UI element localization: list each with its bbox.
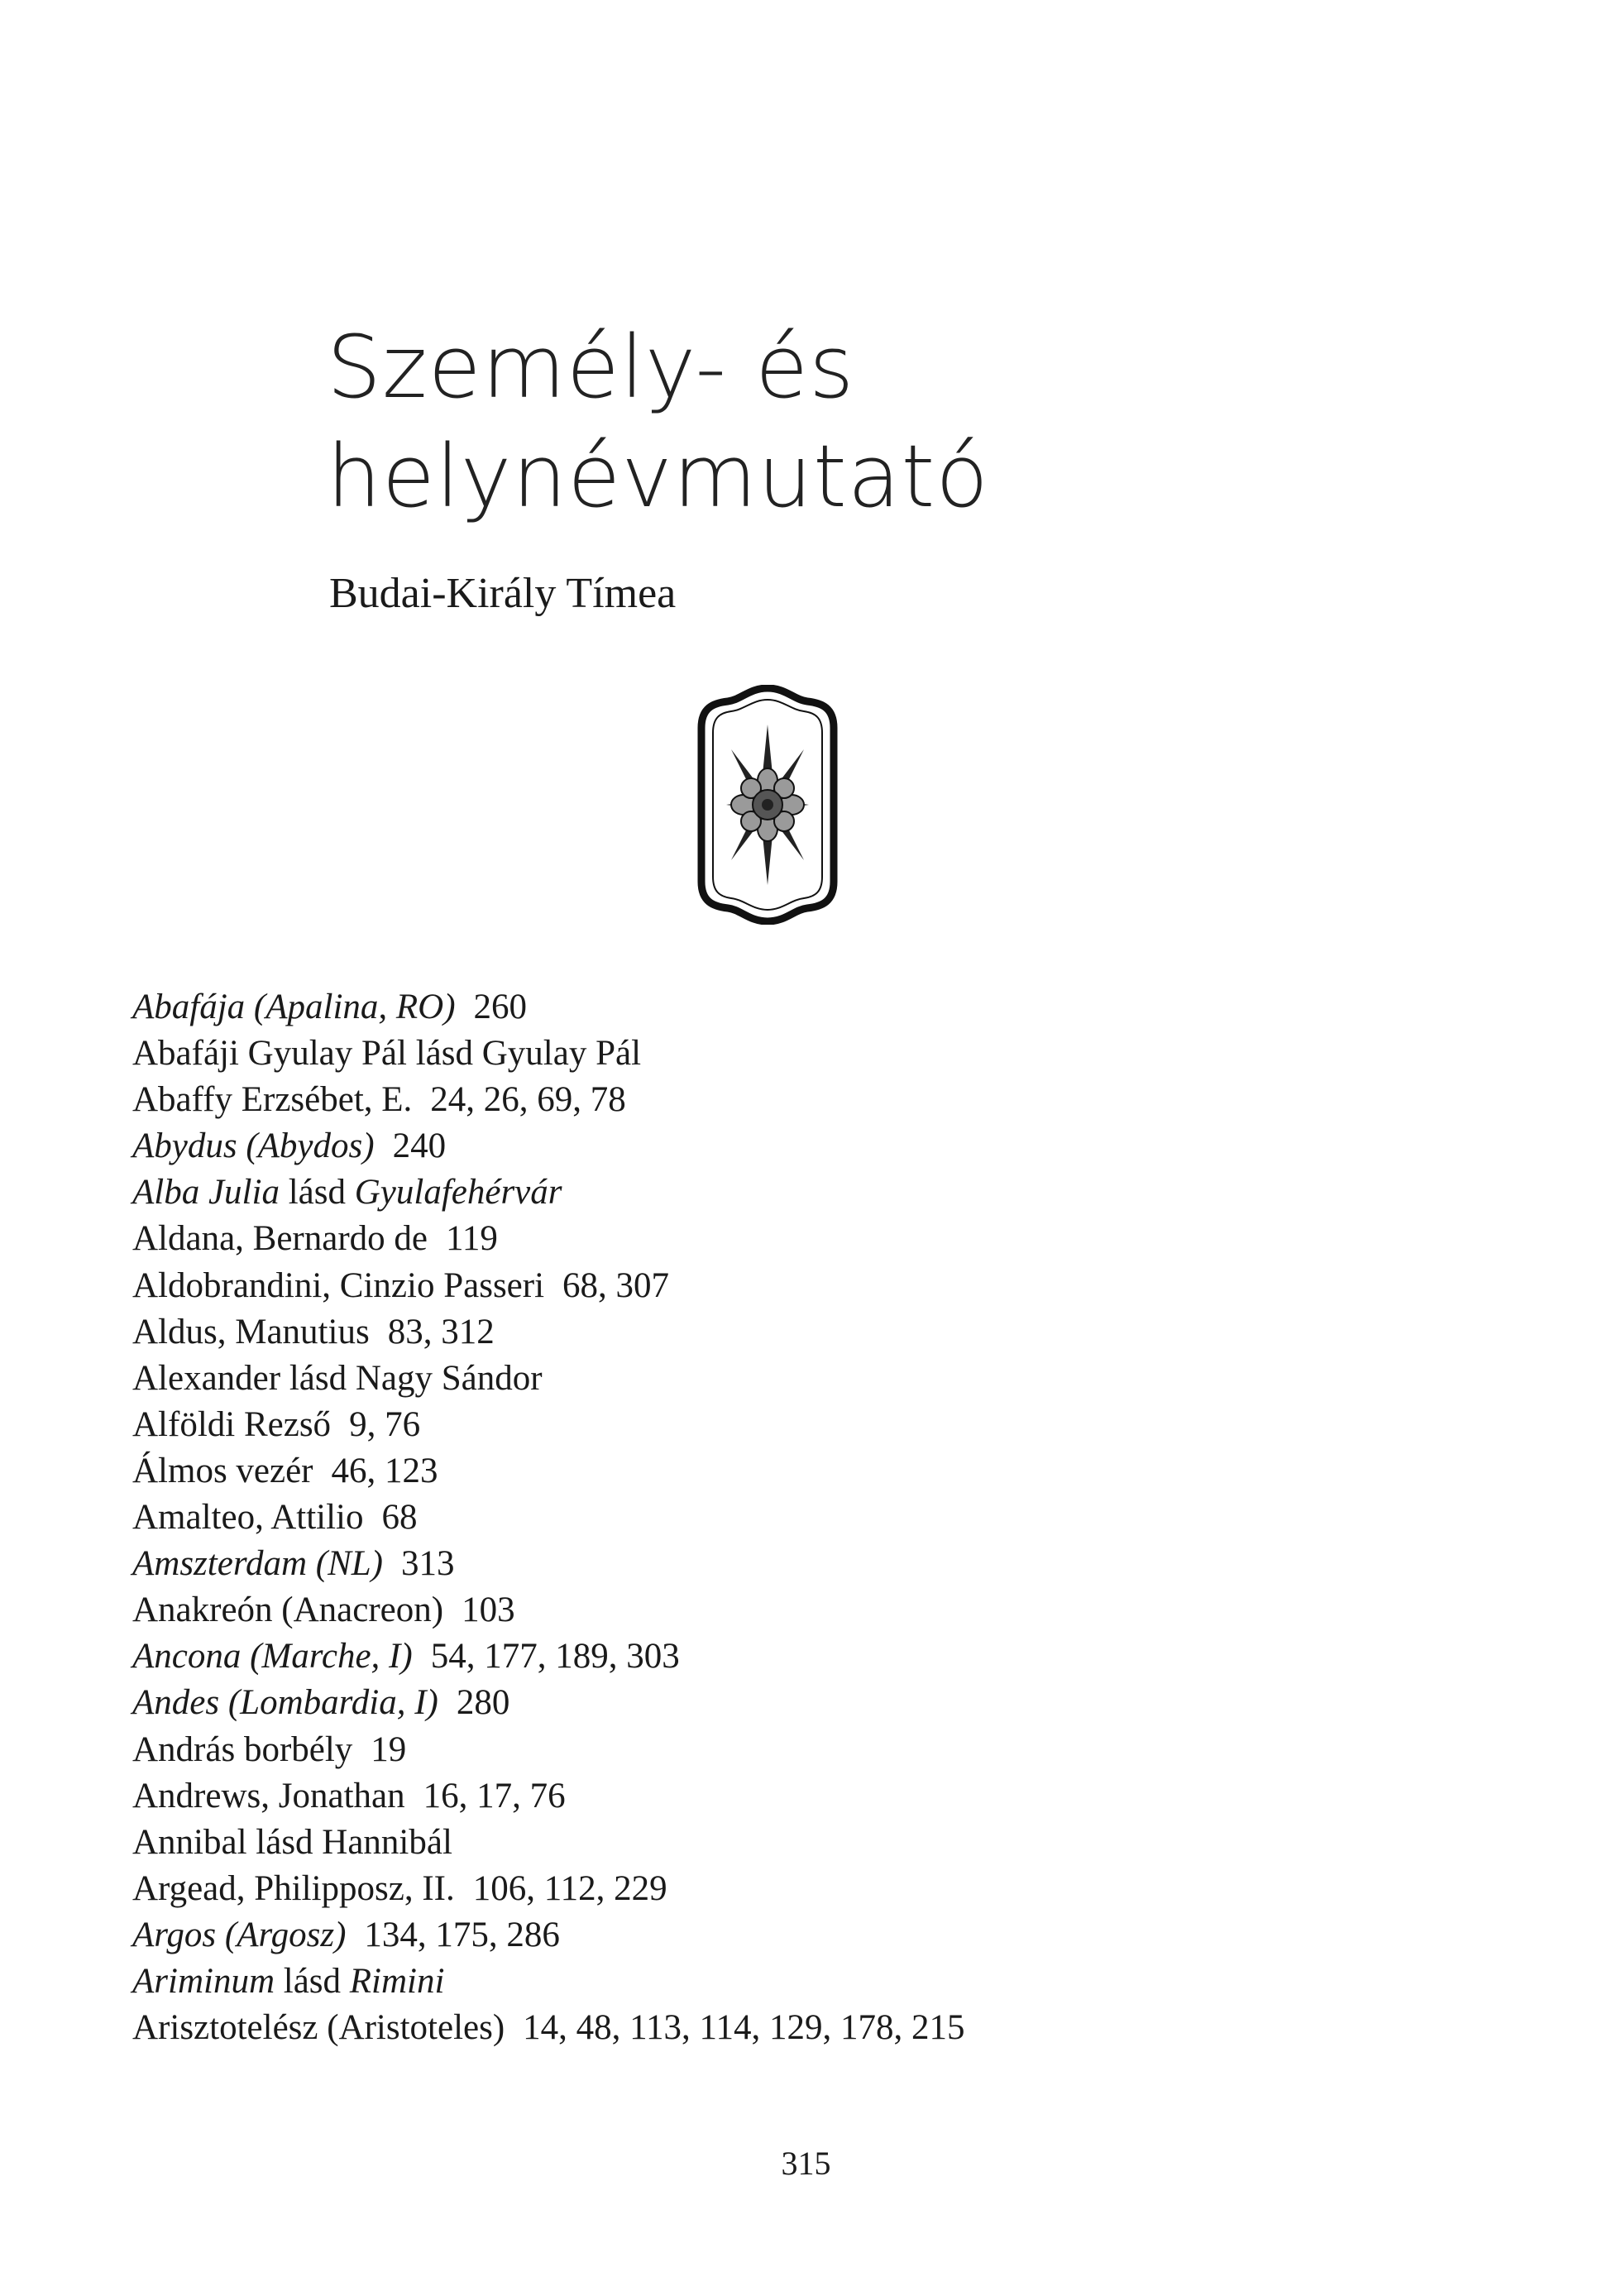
index-list xyxy=(132,984,1456,2051)
index-entry xyxy=(132,1959,1456,2005)
index-entry xyxy=(132,1773,1456,1820)
index-entry-term: Aldana, Bernardo de xyxy=(132,1219,428,1259)
index-entry-pages: 16, 17, 76 xyxy=(423,1776,566,1815)
index-entry-term: Anakreón (Anacreon) xyxy=(132,1590,444,1630)
index-entry-pages: 106, 112, 229 xyxy=(472,1868,667,1908)
index-entry-pages: 24, 26, 69, 78 xyxy=(430,1080,626,1120)
index-entry xyxy=(132,1356,1456,1402)
index-entry-pages: 119 xyxy=(446,1219,498,1259)
index-entry-term: Abaffy Erzsébet, E. xyxy=(132,1080,413,1120)
index-entry xyxy=(132,1402,1456,1448)
index-entry-term: Aldus, Manutius xyxy=(132,1312,370,1351)
index-entry xyxy=(132,1866,1456,1912)
index-entry xyxy=(132,1680,1456,1726)
index-entry xyxy=(132,1263,1456,1309)
index-entry xyxy=(132,2005,1456,2051)
index-entry xyxy=(132,1912,1456,1959)
index-entry-pages: 68, 307 xyxy=(562,1265,670,1305)
index-entry-pages: 46, 123 xyxy=(331,1451,438,1490)
index-entry-term: András borbély xyxy=(132,1729,353,1769)
index-entry-term: Alföldi Rezső xyxy=(132,1404,332,1444)
index-entry-term: Amszterdam (NL) xyxy=(132,1544,383,1584)
index-entry-term: Rimini xyxy=(349,1961,445,2001)
page-number: 315 xyxy=(781,2145,831,2182)
index-entry-term: Argos (Argosz) xyxy=(132,1915,347,1954)
index-entry-pages: 280 xyxy=(456,1683,510,1723)
page-title-line-2: helynévmutató xyxy=(327,426,989,527)
index-entry-term: Alexander lásd Nagy Sándor xyxy=(132,1358,543,1398)
index-entry-term: Arisztotelész (Aristoteles) xyxy=(132,2008,505,2048)
index-entry xyxy=(132,1170,1456,1216)
index-entry-term: Gyulafehérvár xyxy=(354,1173,562,1213)
index-entry xyxy=(132,1031,1456,1077)
index-entry-pages: 260 xyxy=(473,988,528,1026)
index-entry xyxy=(132,1820,1456,1866)
index-entry xyxy=(132,1587,1456,1634)
index-entry xyxy=(132,1309,1456,1356)
index-entry-pages: 313 xyxy=(401,1544,455,1584)
index-entry-term: Ancona (Marche, I) xyxy=(132,1637,413,1677)
rosette-ornament-icon xyxy=(693,685,842,925)
index-entry-term: Aldobrandini, Cinzio Passeri xyxy=(132,1265,545,1305)
index-entry-pages: 103 xyxy=(462,1590,515,1630)
index-entry xyxy=(132,1448,1456,1495)
index-entry-term: Abafáji Gyulay Pál lásd Gyulay Pál xyxy=(132,1034,642,1074)
page-title-line-1: Személy- és xyxy=(327,317,855,418)
index-entry-term: Andes (Lombardia, I) xyxy=(132,1683,438,1723)
index-entry-term: lásd xyxy=(279,1173,355,1213)
index-entry-term: Abafája (Apalina, RO) xyxy=(132,988,456,1026)
index-entry-pages: 83, 312 xyxy=(387,1312,495,1351)
index-entry-term: Alba Julia xyxy=(132,1173,280,1213)
index-entry-pages: 68 xyxy=(381,1498,418,1538)
index-entry-term: Amalteo, Attilio xyxy=(132,1498,364,1538)
index-entry-pages: 14, 48, 113, 114, 129, 178, 215 xyxy=(523,2008,965,2048)
index-entry-term: lásd xyxy=(275,1961,350,2001)
index-entry-pages: 9, 76 xyxy=(349,1404,421,1444)
page-title xyxy=(327,313,1485,531)
index-entry-term: Abydus (Abydos) xyxy=(132,1126,375,1166)
index-entry xyxy=(132,1216,1456,1262)
index-entry-term: Álmos vezér xyxy=(132,1451,313,1490)
index-entry-pages: 54, 177, 189, 303 xyxy=(430,1637,680,1677)
index-entry-pages: 240 xyxy=(392,1126,447,1166)
index-entry-pages: 19 xyxy=(371,1729,407,1769)
index-entry xyxy=(132,984,1456,1031)
index-entry xyxy=(132,1634,1456,1680)
index-entry xyxy=(132,1727,1456,1773)
index-entry-term: Ariminum xyxy=(132,1961,275,2001)
index-entry-term: Andrews, Jonathan xyxy=(132,1776,405,1815)
index-entry xyxy=(132,1123,1456,1170)
index-entry-term: Argead, Philipposz, II. xyxy=(132,1868,455,1908)
index-entry xyxy=(132,1495,1456,1541)
author-name: Budai-Király Tímea xyxy=(329,570,677,617)
index-entry-pages: 134, 175, 286 xyxy=(364,1915,560,1954)
index-entry xyxy=(132,1077,1456,1123)
index-entry xyxy=(132,1541,1456,1587)
index-entry-term: Annibal lásd Hannibál xyxy=(132,1822,452,1862)
